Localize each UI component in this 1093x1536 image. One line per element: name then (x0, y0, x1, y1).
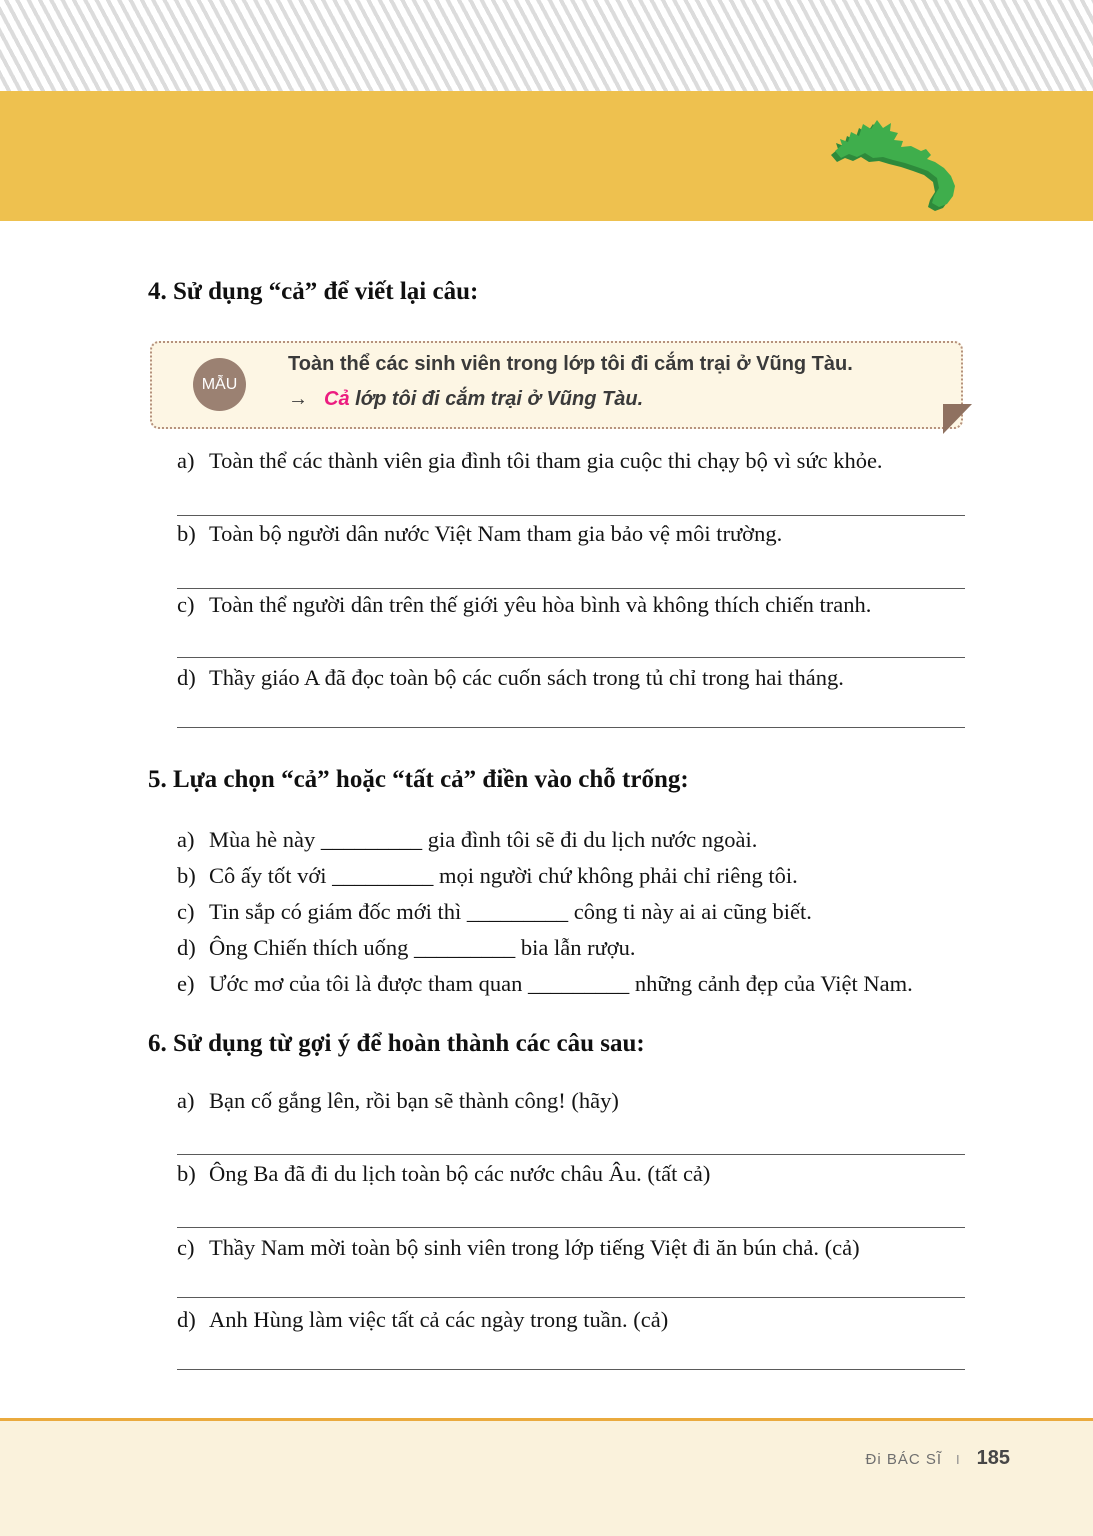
item-text: Cô ấy tốt với _________ mọi người chứ không phải chỉ riêng tôi. (209, 863, 798, 888)
answer-line (177, 1227, 965, 1228)
ex4-item-c (177, 592, 977, 618)
ex5-item-c (177, 899, 977, 925)
ex6-item-c (177, 1235, 977, 1261)
item-text: Toàn bộ người dân nước Việt Nam tham gia bảo vệ môi trường. (209, 521, 783, 546)
item-label: b) (177, 863, 196, 888)
example-sentence: Toàn thể các sinh viên trong lớp tôi đi cắm trại ở Vũng Tàu. (288, 353, 853, 375)
example-highlight-word: Cả (324, 388, 350, 410)
item-label: a) (177, 448, 195, 473)
item-label: c) (177, 899, 195, 924)
item-text: Ông Chiến thích uống _________ bia lẫn rượu. (209, 935, 636, 960)
item-label: a) (177, 827, 195, 852)
item-label: d) (177, 1307, 196, 1332)
ex5-item-e (177, 971, 977, 997)
example-answer-line (288, 388, 643, 411)
item-text: Ông Ba đã đi du lịch toàn bộ các nước châu Âu. (tất cả) (209, 1161, 711, 1186)
mau-badge: MẪU (193, 358, 246, 411)
item-label: e) (177, 971, 195, 996)
footer-separator: I (956, 1452, 961, 1467)
item-label: d) (177, 665, 196, 690)
item-text: Bạn cố gắng lên, rồi bạn sẽ thành công! (hãy) (209, 1088, 619, 1113)
ex6-item-d (177, 1307, 977, 1333)
page-footer (0, 1418, 1093, 1536)
ex4-item-b (177, 521, 977, 547)
ex5-item-b (177, 863, 977, 889)
answer-line (177, 1369, 965, 1370)
item-label: a) (177, 1088, 195, 1113)
answer-line (177, 588, 965, 589)
exercise5-title: 5. Lựa chọn “cả” hoặc “tất cả” điền vào chỗ trống: (148, 766, 689, 793)
item-label: c) (177, 1235, 195, 1260)
item-text: Toàn thể người dân trên thế giới yêu hòa bình và không thích chiến tranh. (209, 592, 872, 617)
exercise6-title: 6. Sử dụng từ gợi ý để hoàn thành các câu sau: (148, 1030, 645, 1057)
item-text: Ước mơ của tôi là được tham quan _________ những cảnh đẹp của Việt Nam. (209, 971, 913, 996)
ex5-item-d (177, 935, 977, 961)
ex6-item-a (177, 1088, 977, 1114)
header-band (0, 91, 1093, 221)
item-label: b) (177, 521, 196, 546)
page-number: 185 (976, 1447, 1010, 1469)
answer-line (177, 1154, 965, 1155)
ex4-item-d (177, 665, 977, 691)
item-text: Tin sắp có giám đốc mới thì _________ công ti này ai ai cũng biết. (209, 899, 812, 924)
item-text: Thầy giáo A đã đọc toàn bộ các cuốn sách trong tủ chỉ trong hai tháng. (209, 665, 844, 690)
ex4-item-a (177, 448, 977, 474)
footer-text (865, 1447, 1010, 1470)
example-box (150, 341, 963, 429)
diagonal-stripes-decoration (0, 0, 1093, 91)
answer-line (177, 515, 965, 516)
item-label: b) (177, 1161, 196, 1186)
item-text: Anh Hùng làm việc tất cả các ngày trong tuần. (cả) (209, 1307, 669, 1332)
item-text: Mùa hè này _________ gia đình tôi sẽ đi du lịch nước ngoài. (209, 827, 758, 852)
answer-line (177, 657, 965, 658)
answer-line (177, 1297, 965, 1298)
ex6-item-b (177, 1161, 977, 1187)
corner-fold-icon (943, 404, 972, 434)
item-label: d) (177, 935, 196, 960)
chapter-title: Đi BÁC SĨ (865, 1451, 942, 1468)
item-label: c) (177, 592, 195, 617)
answer-line (177, 727, 965, 728)
exercise4-title: 4. Sử dụng “cả” để viết lại câu: (148, 278, 479, 305)
example-answer-rest: lớp tôi đi cắm trại ở Vũng Tàu. (349, 388, 644, 410)
item-text: Toàn thể các thành viên gia đình tôi tham gia cuộc thi chạy bộ vì sức khỏe. (209, 448, 883, 473)
item-text: Thầy Nam mời toàn bộ sinh viên trong lớp tiếng Việt đi ăn bún chả. (cả) (209, 1235, 860, 1260)
vietnam-map-icon (827, 111, 967, 211)
arrow-icon: → (288, 388, 308, 410)
ex5-item-a (177, 827, 977, 853)
